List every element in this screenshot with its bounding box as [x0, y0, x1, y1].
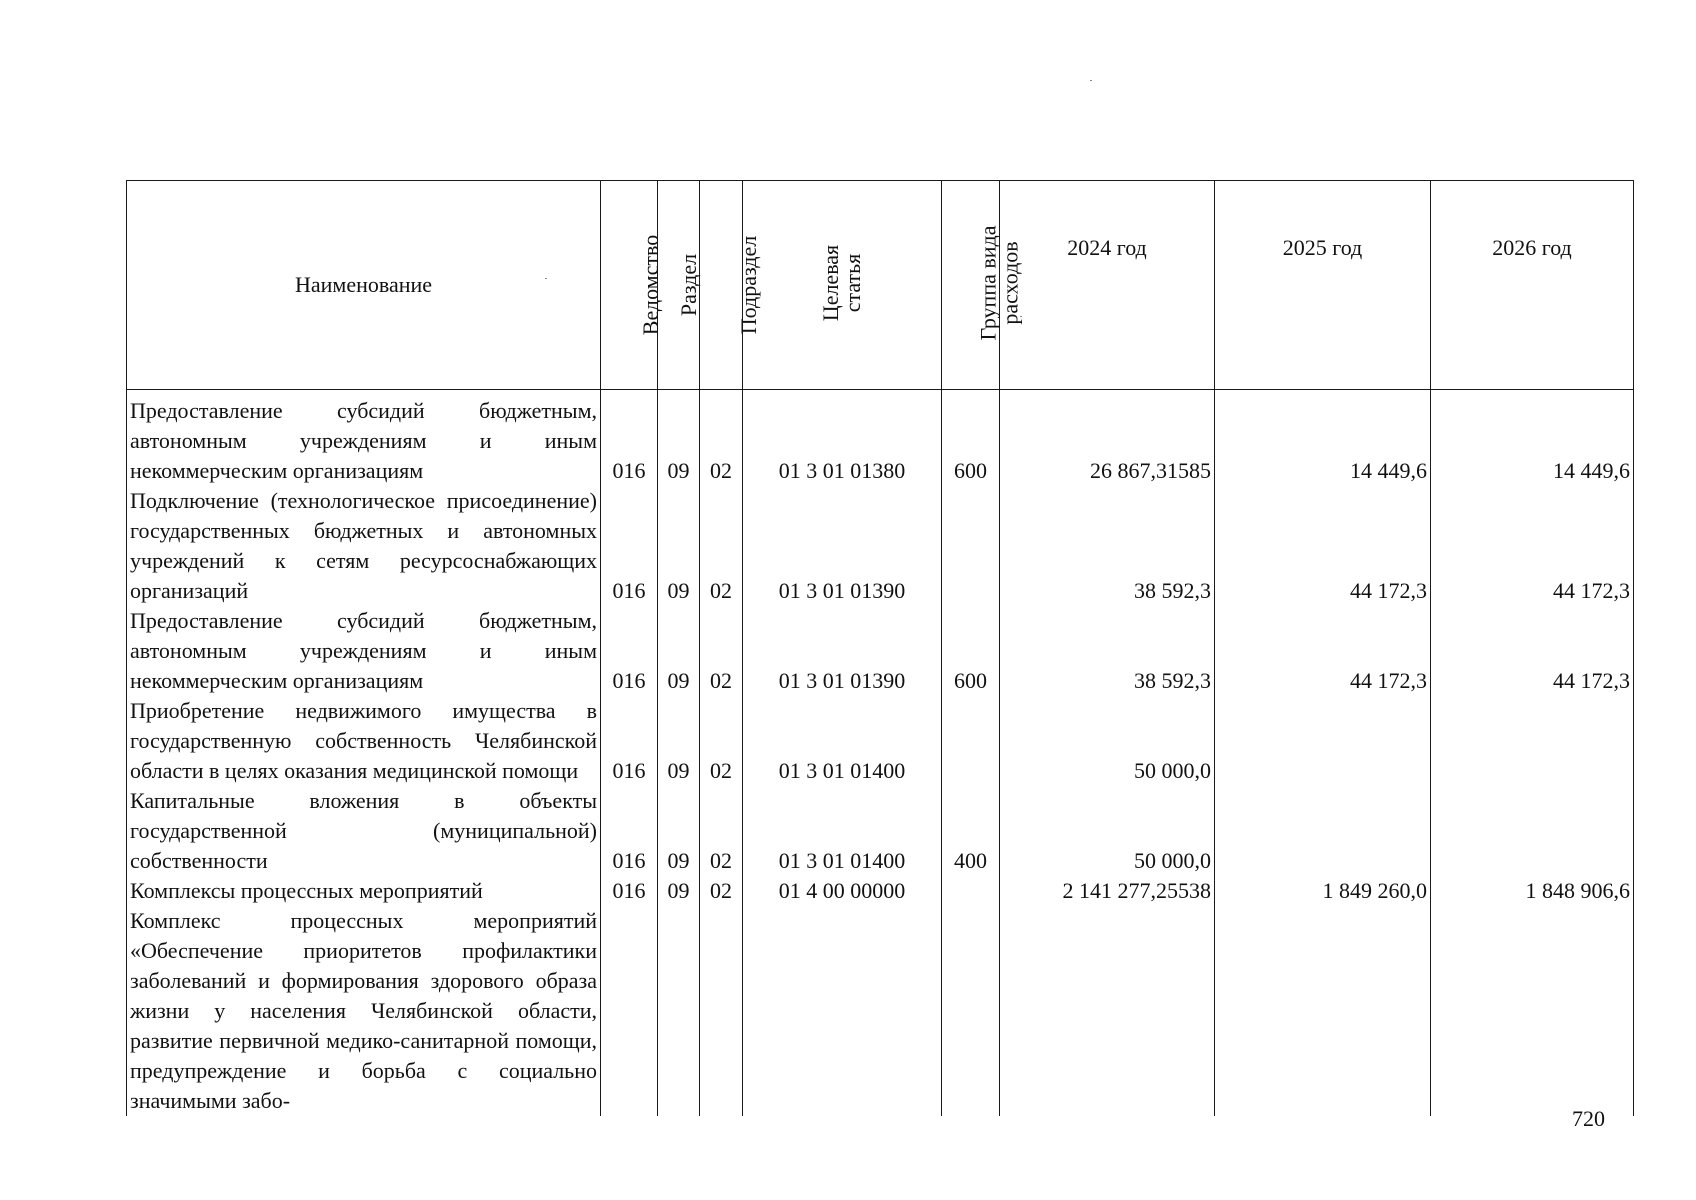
page-number: 720: [1572, 1106, 1605, 1131]
cell-razdel: 09: [658, 486, 700, 606]
cell-name: Капитальные вложения в объекты государственной (муниципальной) собственности: [127, 786, 601, 876]
cell-2024: 26 867,31585: [1000, 390, 1215, 487]
header-podrazdel: Подраздел: [700, 181, 743, 390]
table-row: [127, 696, 1634, 786]
cell-2024: 50 000,0: [1000, 786, 1215, 876]
header-2025: 2025 год: [1215, 181, 1431, 390]
cell-vid-rashodov: [942, 876, 1000, 906]
cell-2025: [1215, 696, 1431, 786]
header-celevaya-statya: Целевая статья: [743, 181, 942, 390]
cell-razdel: 09: [658, 786, 700, 876]
cell-2024: [1000, 906, 1215, 1116]
cell-celevaya-statya: 01 3 01 01390: [743, 486, 942, 606]
cell-podrazdel: 02: [700, 390, 743, 487]
cell-2026: 44 172,3: [1431, 606, 1634, 696]
cell-2025: 14 449,6: [1215, 390, 1431, 487]
cell-2025: 1 849 260,0: [1215, 876, 1431, 906]
cell-razdel: 09: [658, 696, 700, 786]
cell-2024: 38 592,3: [1000, 606, 1215, 696]
cell-2025: 44 172,3: [1215, 606, 1431, 696]
cell-vid-rashodov: 400: [942, 786, 1000, 876]
header-2024: 2024 год: [1000, 181, 1215, 390]
header-2026: 2026 год: [1431, 181, 1634, 390]
cell-razdel: [658, 906, 700, 1116]
cell-vedomstvo: 016: [601, 696, 658, 786]
cell-2026: 14 449,6: [1431, 390, 1634, 487]
cell-2026: [1431, 786, 1634, 876]
table-row: [127, 606, 1634, 696]
header-vedomstvo: Ведомство: [601, 181, 658, 390]
cell-2025: 44 172,3: [1215, 486, 1431, 606]
table-row: [127, 486, 1634, 606]
budget-table: [126, 180, 1634, 1116]
table-row: [127, 906, 1634, 1116]
table-row: [127, 390, 1634, 487]
header-razdel: Раздел: [658, 181, 700, 390]
cell-celevaya-statya: 01 4 00 00000: [743, 876, 942, 906]
cell-vid-rashodov: 600: [942, 606, 1000, 696]
cell-2025: [1215, 906, 1431, 1116]
cell-2026: 1 848 906,6: [1431, 876, 1634, 906]
cell-podrazdel: 02: [700, 486, 743, 606]
cell-2024: 50 000,0: [1000, 696, 1215, 786]
cell-podrazdel: [700, 906, 743, 1116]
cell-2026: 44 172,3: [1431, 486, 1634, 606]
cell-name: Комплексы процессных мероприятий: [127, 876, 601, 906]
cell-vid-rashodov: [942, 486, 1000, 606]
cell-name: Комплекс процессных мероприятий «Обеспечение приоритетов профилактики заболеваний и формирования здорового образа жизни у населения Челябинской области, развитие первичной медико-санитарной помощи, предупреждение и борьба с социально значимыми забо-: [127, 906, 601, 1116]
cell-vedomstvo: 016: [601, 390, 658, 487]
cell-razdel: 09: [658, 606, 700, 696]
cell-name: Предоставление субсидий бюджетным, автономным учреждениям и иным некоммерческим организациям: [127, 606, 601, 696]
cell-podrazdel: 02: [700, 696, 743, 786]
cell-2024: 2 141 277,25538: [1000, 876, 1215, 906]
cell-vedomstvo: 016: [601, 606, 658, 696]
cell-vid-rashodov: [942, 696, 1000, 786]
cell-razdel: 09: [658, 390, 700, 487]
cell-2025: [1215, 786, 1431, 876]
cell-podrazdel: 02: [700, 876, 743, 906]
cell-vedomstvo: 016: [601, 786, 658, 876]
scan-speck: [1090, 80, 1092, 81]
cell-celevaya-statya: 01 3 01 01400: [743, 696, 942, 786]
cell-celevaya-statya: [743, 906, 942, 1116]
table-row: [127, 876, 1634, 906]
table-header-row: [127, 181, 1634, 390]
cell-2026: [1431, 696, 1634, 786]
cell-vedomstvo: 016: [601, 876, 658, 906]
cell-vedomstvo: [601, 906, 658, 1116]
cell-celevaya-statya: 01 3 01 01380: [743, 390, 942, 487]
header-name: Наименование: [127, 181, 601, 390]
cell-podrazdel: 02: [700, 786, 743, 876]
table-row: [127, 786, 1634, 876]
cell-celevaya-statya: 01 3 01 01390: [743, 606, 942, 696]
cell-2024: 38 592,3: [1000, 486, 1215, 606]
cell-vedomstvo: 016: [601, 486, 658, 606]
cell-2026: [1431, 906, 1634, 1116]
cell-razdel: 09: [658, 876, 700, 906]
cell-vid-rashodov: [942, 906, 1000, 1116]
cell-name: Подключение (технологическое присоединение) государственных бюджетных и автономных учреждений к сетям ресурсоснабжающих организаций: [127, 486, 601, 606]
cell-podrazdel: 02: [700, 606, 743, 696]
cell-vid-rashodov: 600: [942, 390, 1000, 487]
cell-name: Приобретение недвижимого имущества в государственную собственность Челябинской области в целях оказания медицинской помощи: [127, 696, 601, 786]
cell-name: Предоставление субсидий бюджетным, автономным учреждениям и иным некоммерческим организациям: [127, 390, 601, 487]
cell-celevaya-statya: 01 3 01 01400: [743, 786, 942, 876]
header-gruppa-vida-rashodov: Группа вида расходов: [942, 181, 1000, 390]
